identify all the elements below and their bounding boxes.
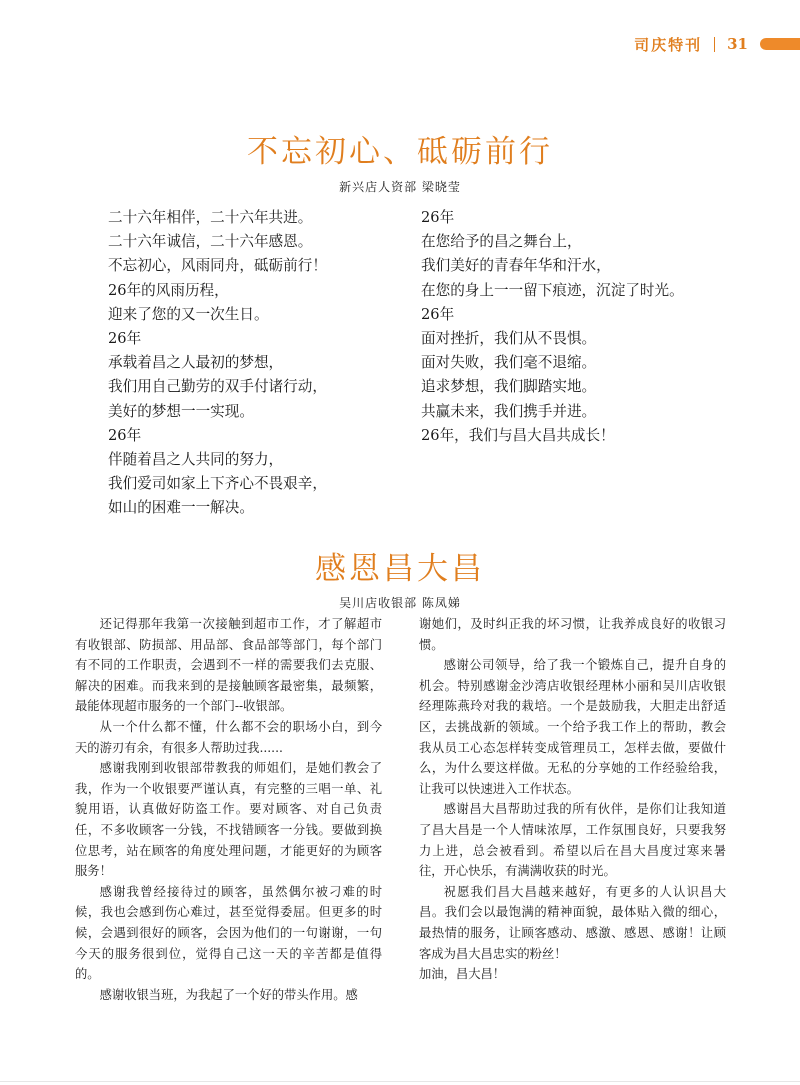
poem-line: 我们爱司如家上下齐心不畏艰辛， [108,475,327,493]
poem-line: 迎来了您的又一次生日。 [108,305,269,323]
header-tab-decoration [760,38,800,50]
poem-line: 美好的梦想一一实现。 [108,402,254,420]
poem-line: 26年，我们与昌大昌共成长！ [421,426,615,444]
poem-line: 26年的风雨历程， [108,281,229,299]
article-paragraph: 感谢昌大昌帮助过我的所有伙伴，是你们让我知道了昌大昌是一个人情味浓厚，工作氛围良好，只要我努力上进，总会被看到。希望以后在昌大昌度过寒来暑往，开心快乐，有满满收获的时光。 [419,802,726,879]
article-left-column [75,614,382,1005]
poem-line: 如山的困难一一解决。 [108,499,254,517]
magazine-title: 司庆特刊 [634,35,703,54]
poem-line: 26年 [421,209,455,226]
poem-left-column [108,206,408,521]
article-paragraph: 祝愿我们昌大昌越来越好，有更多的人认识昌大昌。我们会以最饱满的精神面貌，最体贴入微的细心，最热情的服务，让顾客感动、感激、感恩、感谢！让顾客成为昌大昌忠实的粉丝！ [419,884,726,961]
poem-line: 二十六年相伴，二十六年共进。 [108,209,313,226]
poem-title: 不忘初心、砥砺前行 [247,134,553,170]
poem-line: 共赢未来，我们携手并进。 [421,402,597,420]
poem-line: 面对失败，我们毫不退缩。 [421,354,597,372]
poem-line: 在您给予的昌之舞台上， [421,233,582,251]
poem-line: 我们用自己勤劳的双手付诸行动， [108,378,327,396]
poem-line: 面对挫折，我们从不畏惧。 [421,330,597,348]
page-number: 31 [727,35,748,53]
article-paragraph: 感谢我刚到收银部带教我的师姐们，是她们教会了我，作为一个收银要严谨认真，有完整的三唱一单、礼貌用语，认真做好防盗工作。要对顾客、对自己负责任，不多收顾客一分钱，不找错顾客一分钱。要做到换位思考，站在顾客的角度处理问题，才能更好的为顾客服务！ [75,761,382,879]
article-paragraph: 从一个什么都不懂，什么都不会的职场小白，到今天的游刃有余，有很多人帮助过我...... [75,719,382,755]
article-author: 吴川店收银部 陈凤娣 [339,596,461,610]
poem-line: 26年 [421,305,455,323]
header-divider [714,37,715,52]
poem-line: 26年 [108,426,142,444]
page-header [634,33,800,55]
poem-line: 不忘初心，风雨同舟，砥砺前行！ [108,257,327,275]
poem-line: 我们美好的青春年华和汗水， [421,257,611,275]
article-paragraph: 感谢公司领导，给了我一个锻炼自己，提升自身的机会。特别感谢金沙湾店收银经理林小丽和吴川店收银经理陈燕玲对我的栽培。一个是鼓励我，大胆走出舒适区，去挑战新的领域。一个给予我工作上的帮助，教会我从员工心态怎样转变成管理员工，怎样去做，要做什么，为什么要这样做。无私的分享她的工作经验给我，让我可以快速进入工作状态。 [419,658,726,796]
poem-right-column [421,206,721,448]
article-paragraph: 还记得那年我第一次接触到超市工作，才了解超市有收银部、防损部、用品部、食品部等部门，每个部门有不同的工作职责，会遇到不一样的需要我们去克服、解决的困难。而我来到的是接触顾客最密集，最频繁，最能体现超市服务的一个部门--收银部。 [75,617,382,714]
article-paragraph: 感谢我曾经接待过的顾客，虽然偶尔被刁难的时候，我也会感到伤心难过，甚至觉得委屈。但更多的时候，会遇到很好的顾客，会因为他们的一句谢谢，一句今天的服务很到位，觉得自己这一天的辛苦都是值得的。 [75,884,382,982]
article-paragraph-continued: 谢她们，及时纠正我的坏习惯，让我养成良好的收银习惯。 [419,617,726,652]
article-paragraph: 感谢收银当班，为我起了一个好的带头作用。感 [99,987,358,1002]
article-title: 感恩昌大昌 [315,551,485,587]
poem-line: 追求梦想，我们脚踏实地。 [421,378,597,396]
page-bottom-rule [0,1081,800,1082]
poem-author: 新兴店人资部 梁晓莹 [339,180,461,194]
poem-line: 26年 [108,330,142,348]
article-right-column [419,614,726,985]
poem-line: 二十六年诚信，二十六年感恩。 [108,233,313,251]
article-closing: 加油，昌大昌！ [419,967,506,982]
poem-line: 伴随着昌之人共同的努力， [108,451,284,469]
poem-line: 在您的身上一一留下痕迹，沉淀了时光。 [421,281,684,299]
poem-line: 承载着昌之人最初的梦想， [108,354,284,372]
